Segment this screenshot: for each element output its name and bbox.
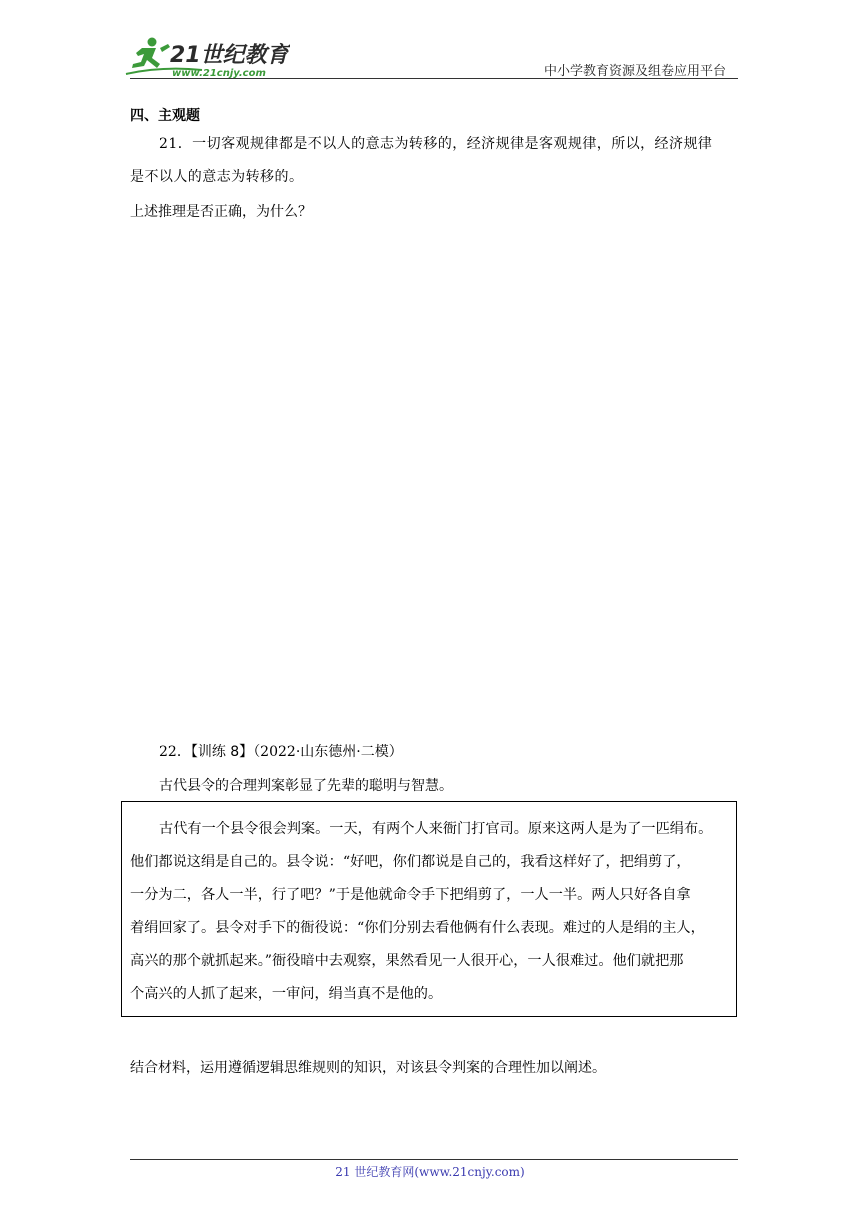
material-line: 着绢回家了。县令对手下的衙役说：“你们分别去看他俩有什么表现。难过的人是绢的主人， — [130, 920, 705, 936]
q22-heading — [159, 742, 403, 762]
material-line: 高兴的那个就抓起来。”衙役暗中去观察，果然看见一人很开心，一人很难过。他们就把那 — [130, 953, 684, 969]
header-divider — [130, 78, 738, 79]
material-line: 古代有一个县令很会判案。一天，有两个人来衙门打官司。原来这两人是为了一匹绢布。 — [159, 821, 713, 837]
header-platform-text: 中小学教育资源及组卷应用平台 — [543, 64, 726, 79]
footer-divider — [130, 1159, 738, 1160]
material-line: 个高兴的人抓了起来，一审问，绢当真不是他的。 — [130, 986, 443, 1002]
q22-tag: 【训练 8】 — [190, 744, 254, 760]
runner-icon — [132, 38, 170, 69]
q21-line-1: 21．一切客观规律都是不以人的意志为转移的，经济规律是客观规律，所以，经济规律 — [159, 136, 713, 152]
material-line: 一分为二，各人一半，行了吧？”于是他就命令手下把绢剪了，一人一半。两人只好各自拿 — [130, 887, 691, 903]
q22-source: （2022·山东德州·二模） — [253, 744, 403, 760]
q21-question: 上述推理是否正确，为什么？ — [130, 204, 312, 220]
q22-question: 结合材料，运用遵循逻辑思维规则的知识，对该县令判案的合理性加以阐述。 — [130, 1060, 606, 1076]
site-logo — [122, 36, 290, 80]
q21-line-2: 是不以人的意志为转移的。 — [130, 169, 304, 185]
logo-url: www.21cnjy.com — [172, 68, 266, 79]
material-line: 他们都说这绢是自己的。县令说：“好吧，你们都说是自己的，我看这样好了，把绢剪了， — [130, 854, 691, 870]
q22-intro: 古代县令的合理判案彰显了先辈的聪明与智慧。 — [159, 778, 453, 794]
logo-text: 21世纪教育 — [170, 43, 289, 68]
section-title: 四、主观题 — [130, 108, 200, 124]
q22-number: 22． — [159, 744, 191, 760]
footer-site-link[interactable]: 21 世纪教育网(www.21cnjy.com) — [335, 1165, 525, 1179]
